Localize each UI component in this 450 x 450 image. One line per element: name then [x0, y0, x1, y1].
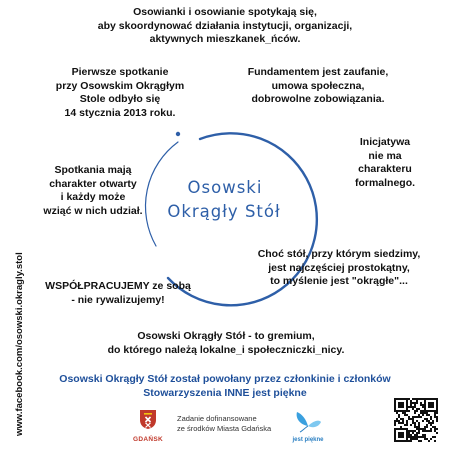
logo-line-1: Osowski	[187, 178, 263, 197]
founders-text: Osowski Okrągły Stół został powołany przez członkinie i członków Stowarzyszenia INNE jest piękne	[59, 373, 391, 399]
facebook-url: www.facebook.com/osowski.okragly.stol	[14, 252, 25, 436]
qr-code	[394, 398, 438, 442]
gdansk-label: GDAŃSK	[133, 436, 163, 443]
butterfly-icon	[293, 408, 323, 434]
body-definition-text: Osowski Okrągły Stół - to gremium, do którego należą lokalne_i społeczniczki_nicy.	[107, 330, 345, 356]
open-meetings-text: Spotkania mają charakter otwarty i każdy może wziąć w nich udział.	[43, 164, 143, 217]
initiative-text: Inicjatywa nie ma charakteru formalnego.	[354, 136, 416, 189]
ring-dot	[176, 132, 180, 136]
cooperation-text: WSPÓŁPRACUJEMY ze sobą - nie rywalizujemy!	[45, 280, 191, 306]
logo-line-2: Okrągły Stół	[167, 202, 281, 221]
funding-note: Zadanie dofinansowane ze środków Miasta Gdańska	[177, 414, 272, 433]
gdansk-crest-icon	[137, 408, 159, 430]
inne-label: jest piękne	[292, 437, 324, 443]
intro-text: Osowianki i osowianie spotykają się, aby skoordynować działania instytucji, organizacji, aktywnych mieszkanek_ńców.	[97, 6, 353, 45]
foundation-text: Fundamentem jest zaufanie, umowa społeczna, dobrowolne zobowiązania.	[247, 66, 389, 105]
inne-jest-piekne-logo	[284, 408, 332, 443]
first-meeting-text: Pierwsze spotkanie przy Osowskim Okrągłym Stole odbyło się 14 stycznia 2013 roku.	[55, 66, 185, 119]
gdansk-logo	[126, 408, 170, 443]
round-thinking-text: Choć stół, przy którym siedzimy, jest najczęściej prostokątny, to myślenie jest "okrągłe"...	[257, 248, 421, 287]
